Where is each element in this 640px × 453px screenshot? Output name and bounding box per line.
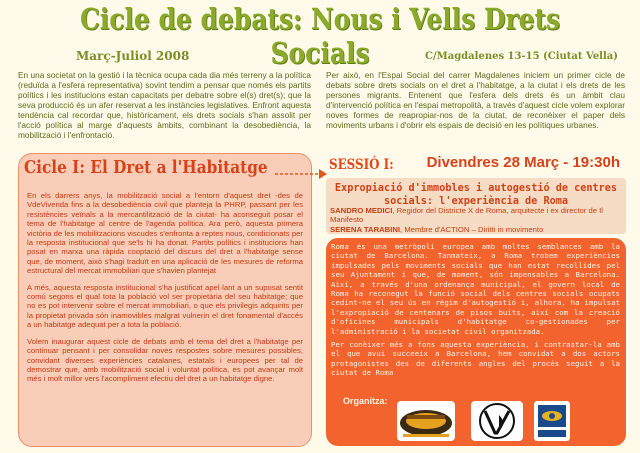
organizers-label: Organitza: xyxy=(343,396,388,406)
session-title: Expropiació d'immobles i autogestió de centres socials: l'experiència de Roma xyxy=(334,183,618,207)
speaker-name: SERENA TARABINI xyxy=(330,224,401,234)
cycle-paragraph: En els darrers anys, la mobilització social a l'entorn d'aquest dret -des de VdeVivenda fins a la desobediència civil que planteja la PHRP, passant per les resistències veïnals a la mercantilització de la ciutat- ha aconseguit posar el tema de l'habitatge al centre de l'agenda política. Ara però, aquesta primera victòria de les mobilitzacions viscudes s'enfronta a reptes nous, condicionats per la resposta institucional que se'ls hi ha donat. Partits polítics i institucions han posat en marxa una ràpida cooptació del discurs del dret a l'habitatge sense que, de moment, això s'hagi traduït en una aplicació de les mesures de reforma estructural del mercat immobiliari que s'havien plantejat xyxy=(27,191,303,276)
session-paragraph: Roma és una metròpoli europea amb moltes semblances amb la ciutat de Barcelona. Tanmateix, a Roma trobem experiències impulsades pels moviments socials que han estat recollides pel seu Ajuntament i que, de moment, són impensables a Barcelona. Així, a través d'una ordenança municipal, el govern local de Roma ha reconegut la funció social dels centres socials ocupats cedint-ne el seu ús en règim d'autogestió i, alhora, ha impulsat l'expropiació de centenars de pisos buits, així com la creació d'oficines municipals d'habitatge co-gestionades per l'administració i la societat civil organitzada. xyxy=(331,242,620,336)
speaker-name: SANDRO MEDICI xyxy=(330,206,393,215)
intro-right: Per això, en l'Espai Social del carrer Magdalenes iniciem un primer cicle de debats sobre drets socials on el dret a l'habitatge, a la ciutat i els drets de les persones migrants. Entenent que l'esfera dels drets és un àmbit clau d'intervenció política en l'espai metropolità, a través d'aquest cicle volem explorar noves formes de reapropiar-nos de la ciutat, de reconèixer el paper dels moviments urbans i d'obrir els espais de decisió en les polítiques urbanes. xyxy=(326,70,625,130)
espai-social-logo xyxy=(397,401,455,441)
session-description xyxy=(331,242,620,382)
cycle-text xyxy=(27,191,303,391)
cycle-paragraph: Volem inaugurar aquest cicle de debats amb el tema del dret a l'habitatge per continuar pensant i per consolidar noves respostes sobre mesures possibles, convidant diverses experiències catalanes, estatals i europees per tal de demostrar que, amb mobilització social i voluntat política, es pot avançar molt més i molt millor vers l'acompliment efectiu del dret a un habitatge digne. xyxy=(27,336,303,384)
speaker-role: , Membre d'ACTION – Diritti in movimento xyxy=(400,224,544,234)
vdevivenda-logo xyxy=(471,401,523,441)
speaker xyxy=(330,225,626,234)
desc-logo xyxy=(534,401,570,441)
speaker-role: , Regidor del Districte X de Roma, arquitecte i ex director de Il Manifesto xyxy=(330,206,604,225)
cycle-dates: Març-Juliol 2008 xyxy=(76,49,190,63)
flyer-title: Cicle de debats: Nous i Vells Drets Socials xyxy=(79,2,561,70)
session-date: Divendres 28 Març - 19:30h xyxy=(426,154,620,171)
speaker xyxy=(330,206,626,225)
intro-left: En una societat on la gestió i la tècnica ocupa cada dia més terreny a la política (reduïda a l'esfera representativa) sovint tendim a pensar que només els partits polítics i les institucions estan capacitats per debatre sobre el(s) dret(s); que la seva producció és un afer reservat a les instàncies legislatives. Enfront aquesta tendència cal recordar que, històricament, els drets socials s'han assolit per l'acció política al marge d'aquests àmbits, combinant la desobediència, la mobilització i l'enfrontació. xyxy=(18,70,311,140)
arrow-icon xyxy=(275,168,327,180)
cycle-paragraph: A més, aquesta resposta institucional s'ha justificat apel·lant a un suposat sentit comú segons el qual tota la població vol ser propietària del seu habitatge; que no es pot intervenir sobre el mercat immobiliari, o que els privilegis adquirits per la propietat privada són inamovibles malgrat vulnerin el dret fonamental d'accés a un habitatge adequat per a tota la població. xyxy=(27,282,303,330)
venue-address: C/Magdalenes 13-15 (Ciutat Vella) xyxy=(425,51,618,62)
session-label: SESSIÓ I: xyxy=(329,157,394,173)
session-paragraph: Per conèixer més a fons aquesta experiència, i contrastar-la amb el que avui succeeix a Barcelona, hem convidat a dos actors protagonistes des de diferents angles del procés seguit a la ciutat de Roma xyxy=(331,340,620,378)
cycle-title: Cicle I: El Dret a l'Habitatge xyxy=(24,157,268,178)
speakers-list xyxy=(330,206,626,234)
